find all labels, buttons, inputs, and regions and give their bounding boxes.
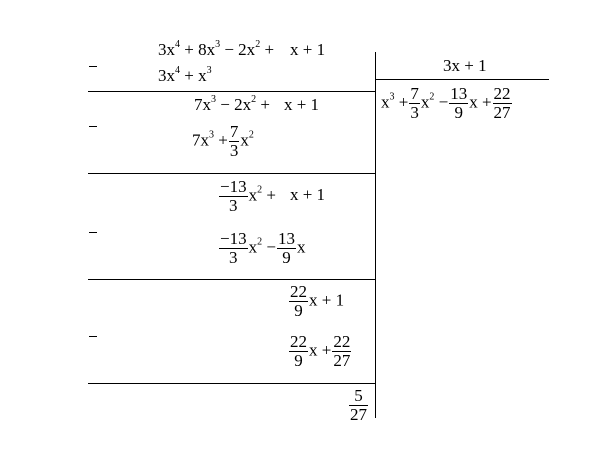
term: x + [469, 92, 492, 112]
denominator: 3 [229, 196, 238, 215]
exponent: 4 [175, 39, 180, 50]
dividend [158, 40, 325, 60]
term: 7x [194, 95, 211, 114]
term: x [240, 130, 249, 150]
term: + [262, 185, 276, 205]
fraction [229, 123, 240, 160]
denominator: 9 [454, 103, 463, 122]
term: x + 1 [283, 95, 320, 114]
fraction [349, 387, 368, 424]
term: + x [180, 66, 207, 85]
numerator: 13 [450, 84, 468, 103]
term: x [381, 92, 390, 112]
fraction [289, 333, 308, 370]
minus-sign [89, 336, 97, 337]
minus-sign [89, 232, 97, 233]
term: x + 1 [309, 290, 345, 310]
fraction [219, 230, 248, 267]
numerator: 22 [333, 332, 351, 351]
minus-sign [89, 66, 97, 67]
dividend-term: x + 1 [290, 40, 326, 59]
subtraction-line [88, 279, 375, 280]
dividend-term: 3x [158, 40, 175, 59]
fraction [277, 230, 296, 267]
numerator: 22 [290, 332, 307, 351]
term: x + [309, 340, 332, 360]
dividend-term: − 2x [220, 40, 256, 59]
denominator: 3 [229, 141, 239, 160]
remainder-2 [218, 178, 325, 215]
term: − 2x [216, 95, 252, 114]
denominator: 9 [294, 301, 303, 320]
remainder-3 [288, 283, 344, 320]
division-bracket-horizontal [375, 79, 549, 80]
divisor-text: 3x + 1 [443, 56, 487, 75]
exponent: 2 [257, 184, 263, 196]
term: x [420, 92, 430, 112]
term: x [248, 185, 258, 205]
denominator: 27 [333, 351, 351, 370]
denominator: 27 [350, 405, 367, 424]
numerator: 7 [410, 84, 419, 103]
term: + [394, 92, 409, 112]
exponent: 4 [175, 65, 180, 76]
denominator: 9 [294, 351, 303, 370]
fraction [332, 333, 351, 370]
quotient [381, 85, 513, 122]
term: x + 1 [289, 185, 326, 205]
fraction [409, 85, 420, 122]
term: x [296, 237, 306, 257]
numerator: 7 [229, 122, 239, 141]
divisor [443, 56, 487, 76]
fraction [289, 283, 308, 320]
exponent: 3 [211, 94, 216, 105]
exponent: 2 [429, 91, 435, 103]
exponent: 2 [251, 94, 257, 105]
numerator: 22 [290, 282, 307, 301]
term: − [434, 92, 449, 112]
numerator: 5 [349, 387, 368, 406]
term: + [214, 130, 228, 150]
denominator: 3 [229, 248, 238, 267]
final-remainder [348, 387, 369, 424]
exponent: 3 [209, 129, 214, 141]
remainder-1 [194, 95, 319, 115]
exponent: 2 [255, 39, 261, 50]
numerator: −13 [220, 229, 247, 248]
denominator: 9 [282, 248, 291, 267]
term: x [248, 237, 258, 257]
fraction [493, 85, 512, 122]
minus-sign [89, 126, 97, 127]
fraction [449, 85, 468, 122]
numerator: −13 [220, 177, 247, 196]
division-bracket-vertical [375, 52, 376, 418]
subtraction-line [88, 383, 375, 384]
exponent: 2 [248, 129, 254, 141]
exponent: 3 [389, 91, 395, 103]
subtrahend-2 [192, 123, 254, 160]
term: 3x [158, 66, 175, 85]
term: 7x [192, 130, 209, 150]
term: + [256, 95, 270, 114]
subtraction-line [88, 91, 375, 92]
numerator: 22 [493, 84, 511, 103]
exponent: 2 [257, 236, 263, 248]
fraction [219, 178, 248, 215]
term: − [262, 237, 276, 257]
subtrahend-1 [158, 66, 212, 86]
dividend-term: + [260, 40, 275, 59]
exponent: 3 [206, 65, 212, 76]
subtrahend-4 [288, 333, 352, 370]
subtrahend-3 [218, 230, 305, 267]
dividend-term: + 8x [180, 40, 216, 59]
numerator: 13 [277, 229, 295, 248]
subtraction-line [88, 173, 375, 174]
denominator: 3 [410, 103, 419, 122]
exponent: 3 [215, 39, 221, 50]
denominator: 27 [493, 103, 511, 122]
